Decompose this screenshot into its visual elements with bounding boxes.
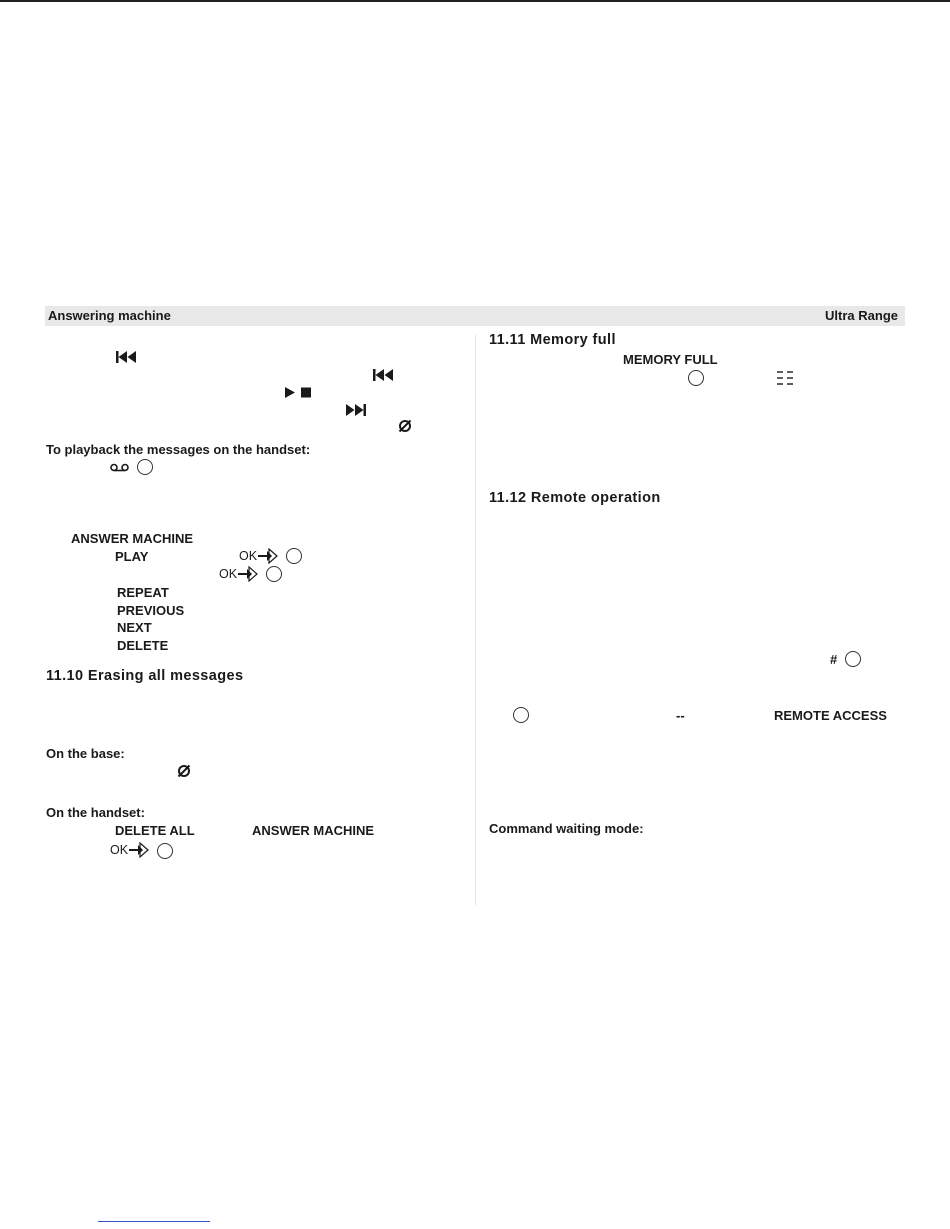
- skip-back-icon: [373, 369, 395, 381]
- dashes-label: --: [676, 708, 685, 723]
- answer-machine-label-2: ANSWER MACHINE: [252, 823, 375, 838]
- key-circle-icon: [845, 651, 861, 667]
- voicemail-icon: [110, 463, 130, 473]
- header-section-title: Answering machine: [48, 308, 171, 323]
- playback-handset-heading: To playback the messages on the handset:: [46, 442, 311, 457]
- delete-label: DELETE: [117, 638, 169, 653]
- section-heading-memory-full: 11.11 Memory full: [489, 332, 616, 348]
- previous-label: PREVIOUS: [117, 603, 185, 618]
- ok-arrow-icon: OK: [219, 566, 258, 582]
- key-circle-icon: [286, 548, 302, 564]
- command-waiting-heading: Command waiting mode:: [489, 821, 644, 836]
- ok-arrow-icon: OK: [239, 548, 278, 564]
- key-circle-icon: [266, 566, 282, 582]
- section-heading-remote-operation: 11.12 Remote operation: [489, 490, 661, 506]
- hash-key-label: #: [830, 652, 838, 667]
- section-heading-erasing: 11.10 Erasing all messages: [46, 668, 244, 684]
- answer-machine-label: ANSWER MACHINE: [71, 531, 194, 546]
- page-header: [45, 306, 905, 326]
- key-circle-icon: [157, 843, 173, 859]
- play-stop-icon: [285, 387, 312, 398]
- key-circle-icon: [513, 707, 529, 723]
- header-product-name: Ultra Range: [825, 308, 898, 323]
- on-handset-heading: On the handset:: [46, 805, 145, 820]
- next-label: NEXT: [117, 620, 152, 635]
- ok-arrow-icon: OK: [110, 842, 149, 858]
- top-border: [0, 0, 950, 2]
- delete-all-label: DELETE ALL: [115, 823, 195, 838]
- segment-display-icon: [776, 370, 794, 386]
- delete-icon: [398, 419, 412, 433]
- skip-back-icon: [116, 351, 138, 363]
- on-base-heading: On the base:: [46, 746, 125, 761]
- remote-access-label: REMOTE ACCESS: [774, 708, 887, 723]
- key-circle-icon: [688, 370, 704, 386]
- delete-icon: [177, 764, 191, 778]
- play-label: PLAY: [115, 549, 149, 564]
- footer-link-underline[interactable]: [98, 1221, 210, 1222]
- skip-forward-icon: [346, 404, 368, 416]
- memory-full-label: MEMORY FULL: [623, 352, 718, 367]
- repeat-label: REPEAT: [117, 585, 169, 600]
- column-divider: [475, 335, 476, 905]
- key-circle-icon: [137, 459, 153, 475]
